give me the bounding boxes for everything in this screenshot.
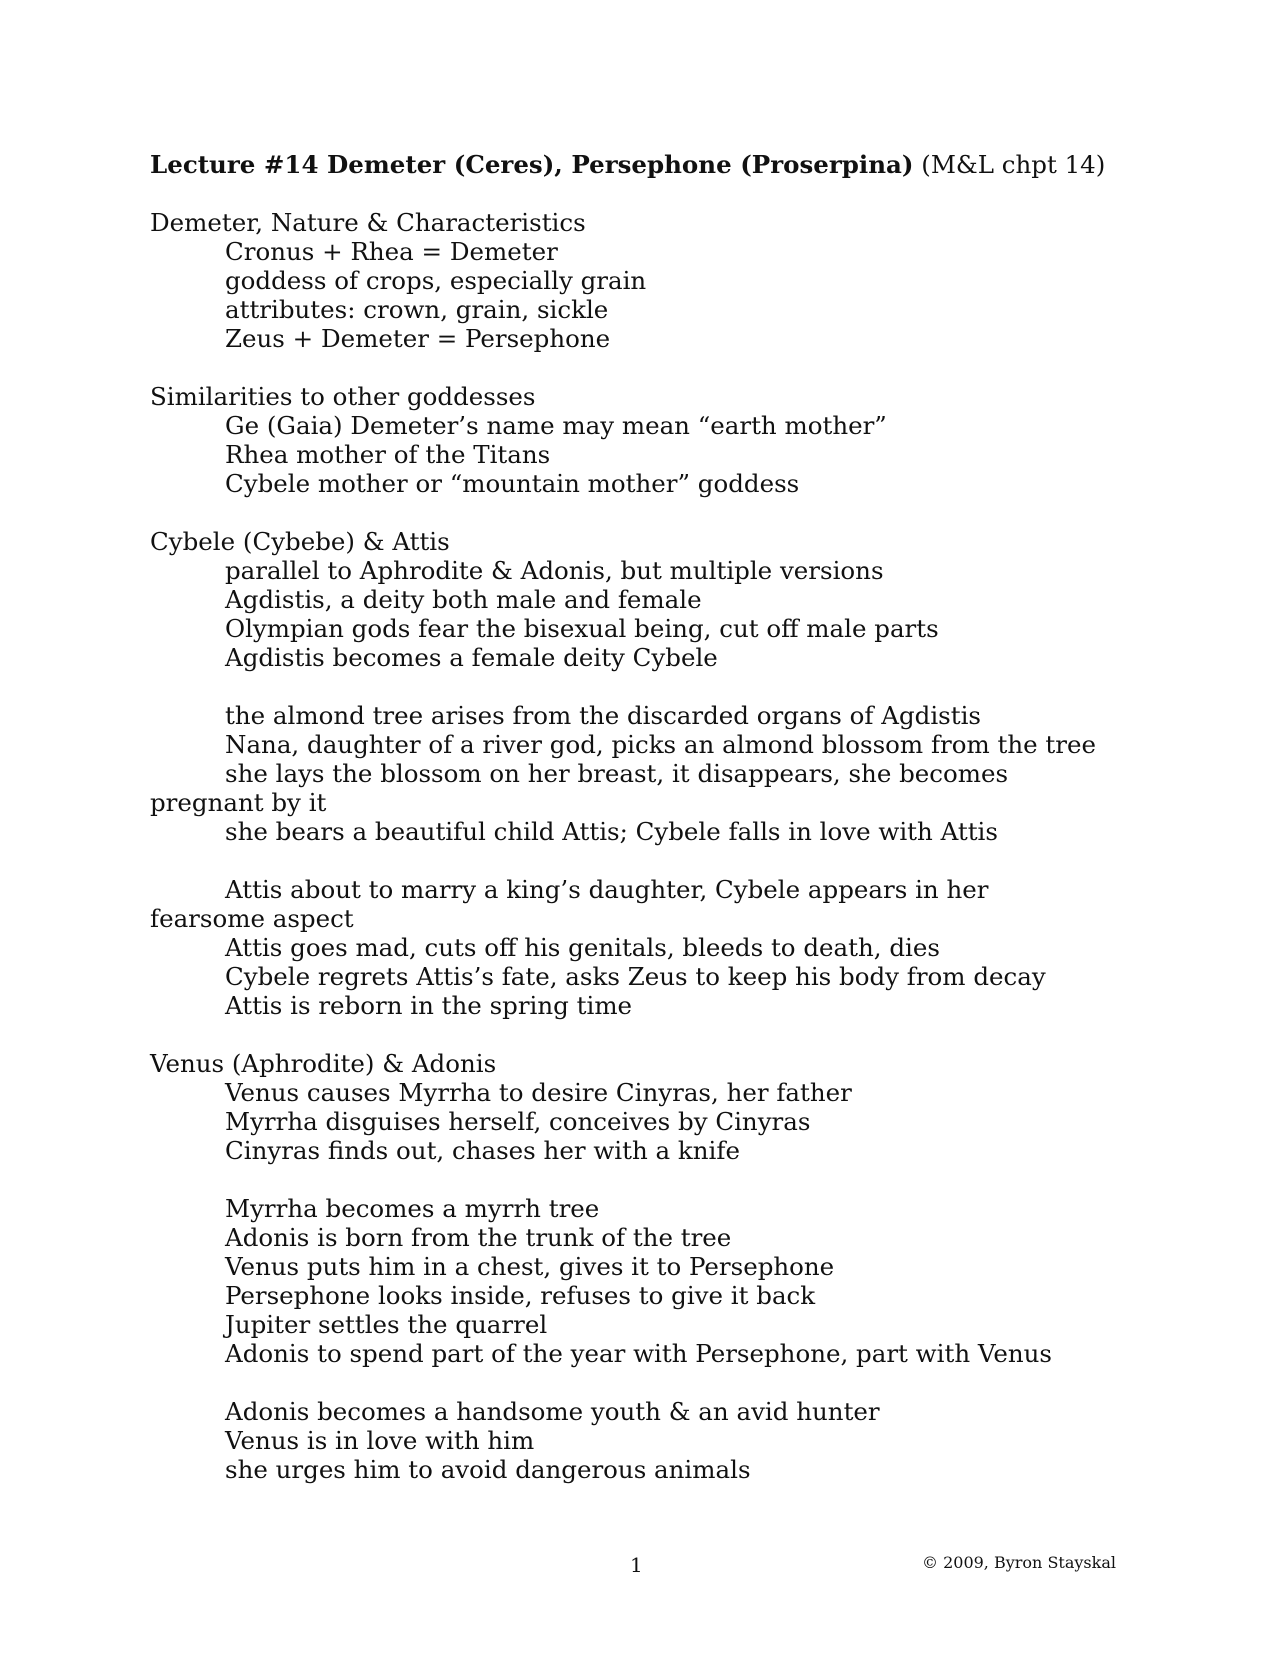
note-line: Ge (Gaia) Demeter’s name may mean “earth mother” bbox=[225, 411, 887, 440]
note-line: Cybele regrets Attis’s fate, asks Zeus to keep his body from decay bbox=[225, 962, 1046, 991]
page-number: 1 bbox=[630, 1553, 643, 1577]
note-line: Attis about to marry a king’s daughter, Cybele appears in her bbox=[225, 875, 989, 904]
spacer bbox=[150, 1368, 1150, 1397]
note-line: Cinyras finds out, chases her with a knife bbox=[225, 1136, 740, 1165]
note-line: Cronus + Rhea = Demeter bbox=[225, 237, 558, 266]
spacer bbox=[150, 672, 1150, 701]
note-line: Cybele mother or “mountain mother” goddess bbox=[225, 469, 800, 498]
note-line: she bears a beautiful child Attis; Cybele falls in love with Attis bbox=[225, 817, 998, 846]
note-line-continuation: fearsome aspect bbox=[150, 904, 354, 933]
note-line: Zeus + Demeter = Persephone bbox=[225, 324, 611, 353]
note-line: Venus causes Myrrha to desire Cinyras, her father bbox=[225, 1078, 852, 1107]
note-line: Rhea mother of the Titans bbox=[225, 440, 551, 469]
note-line: she lays the blossom on her breast, it disappears, she becomes bbox=[225, 759, 1009, 788]
note-line: Adonis becomes a handsome youth & an avid hunter bbox=[225, 1397, 880, 1426]
note-line: Olympian gods fear the bisexual being, cut off male parts bbox=[225, 614, 939, 643]
note-line: parallel to Aphrodite & Adonis, but multiple versions bbox=[225, 556, 884, 585]
section-heading: Demeter, Nature & Characteristics bbox=[150, 208, 586, 237]
note-line: Agdistis, a deity both male and female bbox=[225, 585, 702, 614]
section-heading: Similarities to other goddesses bbox=[150, 382, 536, 411]
note-line: goddess of crops, especially grain bbox=[225, 266, 647, 295]
note-line: Attis goes mad, cuts off his genitals, bleeds to death, dies bbox=[225, 933, 940, 962]
title-bold-text: Lecture #14 Demeter (Ceres), Persephone (Proserpina) bbox=[150, 150, 914, 179]
note-line-continuation: pregnant by it bbox=[150, 788, 327, 817]
title-reference: (M&L chpt 14) bbox=[913, 150, 1106, 179]
page-title bbox=[150, 150, 1150, 179]
note-line: Adonis is born from the trunk of the tree bbox=[225, 1223, 732, 1252]
spacer bbox=[150, 353, 1150, 382]
note-line: Attis is reborn in the spring time bbox=[225, 991, 633, 1020]
lecture-notes bbox=[150, 150, 1150, 1484]
section-heading: Venus (Aphrodite) & Adonis bbox=[150, 1049, 497, 1078]
note-line: Agdistis becomes a female deity Cybele bbox=[225, 643, 718, 672]
note-line: the almond tree arises from the discarded organs of Agdistis bbox=[225, 701, 981, 730]
spacer bbox=[150, 846, 1150, 875]
note-line: attributes: crown, grain, sickle bbox=[225, 295, 609, 324]
note-line: she urges him to avoid dangerous animals bbox=[225, 1455, 751, 1484]
note-line: Persephone looks inside, refuses to give it back bbox=[225, 1281, 816, 1310]
note-line: Adonis to spend part of the year with Persephone, part with Venus bbox=[225, 1339, 1052, 1368]
note-line: Myrrha becomes a myrrh tree bbox=[225, 1194, 600, 1223]
note-line: Jupiter settles the quarrel bbox=[225, 1310, 548, 1339]
copyright-notice: © 2009, Byron Stayskal bbox=[922, 1553, 1116, 1572]
note-line: Nana, daughter of a river god, picks an almond blossom from the tree bbox=[225, 730, 1096, 759]
spacer bbox=[150, 1165, 1150, 1194]
note-line: Venus is in love with him bbox=[225, 1426, 535, 1455]
note-line: Venus puts him in a chest, gives it to Persephone bbox=[225, 1252, 835, 1281]
note-line: Myrrha disguises herself, conceives by Cinyras bbox=[225, 1107, 811, 1136]
section-heading: Cybele (Cybebe) & Attis bbox=[150, 527, 450, 556]
spacer bbox=[150, 1020, 1150, 1049]
spacer bbox=[150, 498, 1150, 527]
spacer bbox=[150, 179, 1150, 208]
